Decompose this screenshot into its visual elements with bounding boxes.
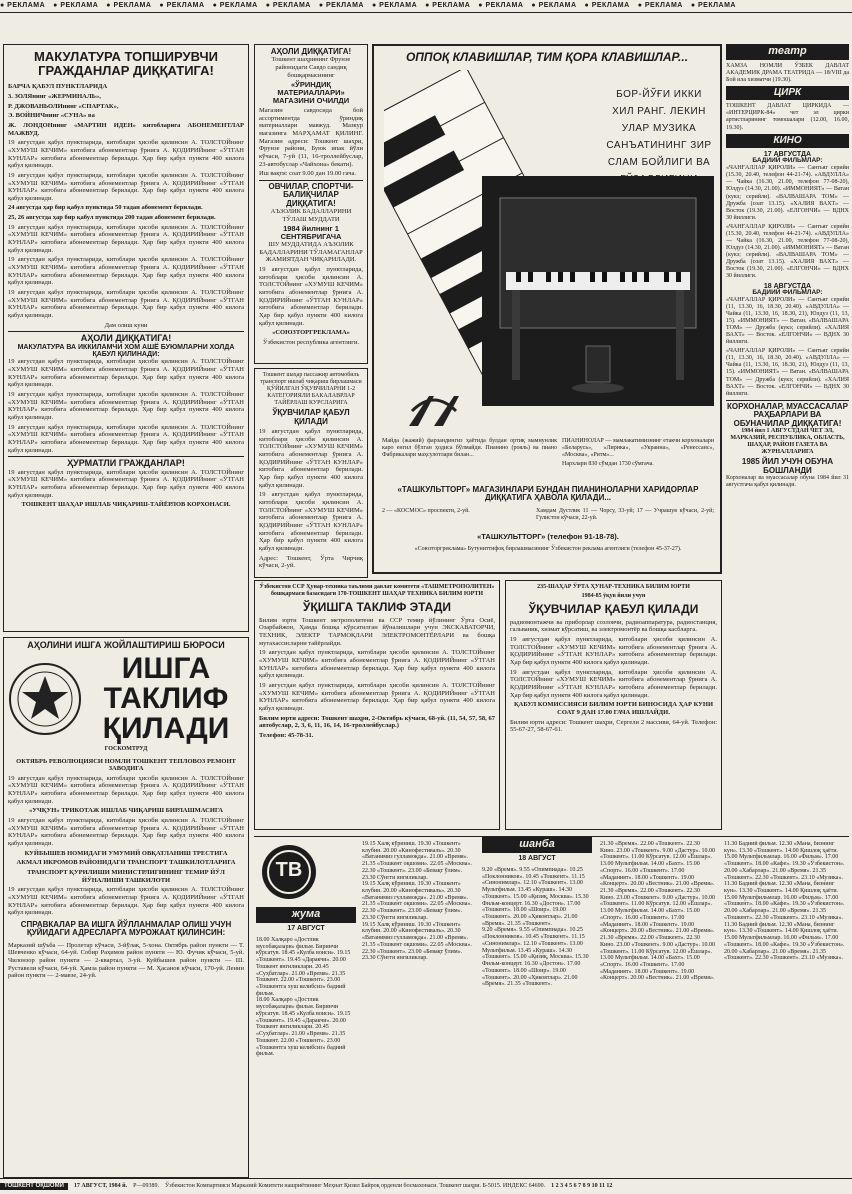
aholi-title: АҲОЛИ ДИҚҚАТИГА! (270, 47, 352, 56)
kino-day-text: «ЧАНҒАЛЛАР ҚИРОЛИ» — Сантьяг серийи (15.30, 20.40, телефон 44-21-74). «АВДУЛЛА» — Чайка (16.30, 21.00, телефон 77-08-20), Юлдуз (14.30, 21.00). «ИММОНИЯТ» — Ватан (кукэ; серийли). «ВАЛВАШАРА ТОМ» — Дружба (соат 13.15). «ХАЛИЯ ВАХТ» — Восток (19.30, 21.00). «ЕЛГОНЧИ» — ВДНХ 30 йиллиги. (726, 165, 849, 221)
piano-caption: Майда (жажий) фарзандингиз ҳаётида булдан ортиқ мамнунлик каро енгил бўлган ҳодиса бўлмайди. Пианино (рояль) ва пиано Фабрикалари маҳсулотлари билан... (382, 438, 557, 459)
uquvchilar-addr: Билим юрти адреси: Тошкент шаҳри, Сергели 2 массиви, 64-уй. Телефон: 55-67-27, 58-67-61. (510, 718, 717, 734)
tv-schedule: 11.30 Бадиий фильм. 12.30 «Мана, бизнинг кун». 13.30 «Тошкент». 14.00 Қишлоқ ҳаёти. 15.00 Мультфильмлар. 16.00 «Фильм». 17.00 «Тошкент». 18.00 «Кафе». 19.30 «Ўзбекистон». 20.00 «Хабарлар». 21.00 «Время». 21.35 «Тошкент». 22.30 «Тошкент». 23.10 «Музика». (724, 841, 845, 881)
piano-price: Нархлари 830 сўмдан 1730 сўмгача. (562, 461, 654, 468)
sirk-header: ЦИРК (726, 86, 849, 101)
obuna-year: 1985 ЙИЛ УЧУН ОБУНА БОШЛАНДИ (741, 457, 834, 475)
ishga-org: «УЧҚУН» ТРИКОТАЖ ИШЛАБ ЧИҚАРИШ БИРЛАШМАСИГА (28, 807, 223, 815)
banner-word: ● РЕКЛАМА (265, 1, 311, 9)
makulatura-section-title: ҲУРМАТЛИ ГРАЖДАНЛАР! (67, 458, 185, 469)
piano-photo (482, 176, 714, 406)
kino-day-text: «ЧАНҒАЛЛАР ҚИРОЛИ» — Сантьяг серийи (11, 13.30, 16, 18.30, 20.40). «АВДУЛЛА» — Чайка (11, 13.30, 16, 18.30, 21), Юлдуз (11, 13, 15). «ИММОНИЯТ» — Ватан. «ВАЛВАШАРА ТОМ» — Дружба (кукэ; серийли). «ХАЛИЯ ВАХТ» — Восток. «ЕЛГОНЧИ» — ВДНХ 30 йиллиги. (726, 296, 849, 346)
afisha-column (726, 44, 849, 834)
makulatura-body: 19 августдан қабул пунктларида, китоблари ҳисоби қилинсин А. ТОЛСТОЙнинг «ХУМУШ КЕЧИМ» китобига абонементлар ўрнига А. ҚОДИРИЙнинг «ЎТГАН КУНЛАР» китобига абонементлар берилади. Ҳар бир қабул пункти 400 килога қабул қилинади. (8, 139, 244, 170)
ovchilar-org2: Ўзбекистон республика агентлиги. (262, 339, 360, 346)
makulatura-list-item: Ж. ЛОНДОНнинг «МАРТИН ИДЕН» китобларига АБОНЕМЕНТЛАР МАЖВУД. (8, 121, 244, 137)
makulatura-hours: 24 августда ҳар бир қабул пунктида 50 тадан абонемент берилади. (8, 204, 203, 212)
piano-poem: БОР-ЙЎҒИ ИККИ ХИЛ РАНГ. ЛЕКИН УЛАР МУЗИКА САНЪАТИНИНГ ЗИР СЛАМ БОЙЛИГИ ВА (606, 89, 712, 168)
goskomtrud-logo (8, 662, 82, 736)
makulatura-section-title: АҲОЛИ ДИҚҚАТИГА! (80, 333, 172, 344)
uquvchilar-body: 19 августдан қабул пунктларида, китоблари ҳисоби қилинсин А. ТОЛСТОЙнинг «ХУМУШ КЕЧИМ» китобига абонементлар ўрнига А. ҚОДИРИЙнинг «ЎТГАН КУНЛАР» китобига абонементлар берилади. Ҳар бир қабул пункти 400 килога қабул қилинади. (510, 668, 717, 699)
paper-logo: ТОШКЕНТ ОҚШОМИ (0, 1183, 68, 1190)
ishga-addr-title: СПРАВКАЛАР ВА ИШГА ЙЎЛЛАНМАЛАР ОЛИШ УЧУН ҚУЙИДАГИ АДРЕСЛАРГА МУРОЖААТ ҚИЛИНСИН: (20, 919, 232, 938)
tv-schedule: 9.20 «Время». 9.55 «Олимпиада». 10.25 «Поклонников». 10.45 «Тошкент». 11.15 «Синонимлар». 12.10 «Тошкент». 13.00 Мультфильм. 13.45 «Кураш». 14.30 «Тошкент». 15.00 «Қизиқ, Москва». 15.30 Фильм-концерт. 16.30 «Достон». 17.00 «Тошкент». 18.00 «Шоир». 19.00 «Тошкент». 20.00 «Ҳикоятлар». 21.00 «Время». 21.35 «Тошкент». (482, 927, 589, 988)
banner-word: ● РЕКЛАМА (318, 1, 364, 9)
uqituvchi-ad (254, 368, 368, 578)
kino-day: 18 АВГУСТДА (763, 282, 812, 290)
obuna-text: 1984 йил 1 АВГУСТДАН ЧЕТ ЭЛ, МАРКАЗИЙ, РЕСПУБЛИКА, ОБЛАСТЬ, ШАҲАР, РАЙОН ГАЗЕТА ВА ЖУРНАЛЛАРИГА (730, 427, 845, 456)
makulatura-list-item: 3. ЗОЛЯнинг «ЖЕРМИНАЛЬ», (8, 92, 101, 100)
uqituv-text: Тошкент шаҳар пассажир автомобиль транспорт ишлаб чиқариш бирлашмаси ҚЎЙИЛГАН ЎҚУВЧИЛАРНИ 1-2 КАТЕГОРИЯЛИ БАКАЛАВРЛАР ТАЙЁРЛАШ КУРСЛАРИГА (260, 372, 362, 407)
uqituv-addr: Адрес: Тошкент, Ўрта Чирчиқ кўчаси, 2-уй. (259, 554, 363, 570)
goskomtrud-label: ГОСКОМТРУД (104, 746, 148, 753)
piano-addr: Хамдам Дустлик 11 — Чорсу, 33-уй; 17 — Учрашув кўчаси, 2-уй; Гулистон кўчаси, 22-уй. (536, 508, 714, 522)
tv-schedule: 21.30 «Время». 22.00 «Тошкент». 22.30 Кино. 23.00 «Тошкент». 9.00 «Дастур». 10.00 «Тошкент». 11.00 Кўрсатув. 12.00 «Ёшлар». 13.00 Мультфильм. 14.00 «Бахт». 15.00 «Спорт». 16.00 «Тошкент». 17.00 «Маданият». 18.00 «Тошкент». 19.00 «Концерт». 20.00 «Вестник». 21.00 «Время». (600, 935, 715, 982)
banner-word: ● РЕКЛАМА (584, 1, 630, 9)
ovchilar-text: ШУ МУДДАТИДА АЪЗОЛИК БАДАЛЛАРИНИ ТЎЛАМАГАНЛАР ЖАМИЯТДАН ЧИҚАРИЛАДИ. (259, 241, 363, 264)
tv-logo (260, 843, 318, 901)
reklama-banner (0, 0, 852, 13)
banner-word: ● РЕКЛАМА (478, 1, 524, 9)
teatr-header: театр (726, 44, 849, 60)
uquvchilar-commission: ҚАБУЛ КОМИССИЯСИ БИЛИМ ЮРТИ БИНОСИДА ҲАР КУНИ СОАТ 9 ДАН 17.00 ГАЧА ИШЛАЙДИ. (513, 701, 714, 716)
banner-word: ● РЕКЛАМА (0, 1, 46, 9)
makulatura-list-item: Э. ВОЙНИЧнинг «СУНА» ва (8, 112, 95, 120)
obuna-title: КОРХОНАЛАР, МУАССАСАЛАР РАҲБАРЛАРИ ВА ОБУНАЧИЛАР ДИҚҚАТИГА! (727, 401, 848, 428)
kino-day: 17 АВГУСТДА (763, 151, 812, 159)
piano-shops: «ТАШКУЛЬТТОРГ» МАГАЗИНЛАРИ БУНДАН ПИАНИНОЛАРНИ ХАРИДОРЛАР ДИҚҚАТИГА ҲАВОЛА ҚИЛАДИ... (397, 485, 699, 503)
banner-word: ● РЕКЛАМА (637, 1, 683, 9)
kino-day-text: «ЧАНҒАЛЛАР ҚИРОЛИ» — Сантьяг серийи (15.30, 20.40, телефон 44-21-74). «АВДУЛЛА» — Чайка (16.30, 21.00, телефон 77-08-20), Юлдуз (14.30, 21.00). «ИММОНИЯТ» — Ватан (кукэ; серийли). «ВАЛВАШАРА ТОМ» — Дружба (соат 13.15). «ХАЛИЯ ВАХТ» — Восток (19.30, 21.00). «ЕЛГОНЧИ» — ВДНХ 30 йиллиги. (726, 223, 849, 280)
uqituv-body: 19 августдан қабул пунктларида, китоблари ҳисоби қилинсин А. ТОЛСТОЙнинг «ХУМУШ КЕЧИМ» китобига абонементлар ўрнига А. ҚОДИРИЙнинг «ЎТГАН КУНЛАР» китобига абонементлар берилади. Ҳар бир қабул пункти 400 килога қабул қилинади. (259, 491, 363, 553)
banner-word: ● РЕКЛАМА (371, 1, 418, 9)
makulatura-hours: 25, 26 августда ҳар бир қабул пунктида 200 тадан абонемент берилади. (8, 214, 216, 222)
ishga-addresses: Марказий шўъба — Пролетар кўчаси, 3-йўлак, 5-хона. Октябрь район пункти — Т. Шевченко кўчаси, 64-уй. Собир Раҳимов район пункти — Ю. Фучик кўчаси, 5-уй. Чилонзор район пункти — 2-квартал, 3-уй. Куйбышев район пункти — Ш. Руставели кўчаси, 64-уй. Ҳамза район пункти — М. Ҳасанов кўчаси, 170-уй. Ленин район пункти — 2-мавзе, 24-уй. (8, 941, 244, 980)
uqituv-body: 19 августдан қабул пунктларида, китоблари ҳисоби қилинсин А. ТОЛСТОЙнинг «ХУМУШ КЕЧИМ» китобига абонементлар ўрнига А. ҚОДИРИЙнинг «ЎТГАН КУНЛАР» китобига абонементлар берилади. Ҳар бир қабул пункти 400 килога қабул қилинади. (259, 428, 363, 489)
uqishga-addr: Билим юрти адреси: Тошкент шаҳри, 2-Октябрь кўчаси, 68-уй. (11, 54, 57, 58, 67 автобуслар, 2, 3, 6, 11, 16, 14, 16-троллейбуслар.) (259, 714, 495, 730)
piano-phone: «ТАШКУЛЬТТОРГ» (телефон 91-18-78). (477, 532, 619, 541)
banner-word: ● РЕКЛАМА (159, 1, 205, 9)
uqishga-head: Ўзбекистон ССР Ҳунар-техника таълими давлат комитети «ТАШМЕТРОПОЛИТЕН» бошқармаси базасидаги 170-ТОШКЕНТ ШАҲАР ТЕХНИКА БИЛИМ ЮРТИ (259, 584, 495, 598)
makulatura-body: 19 августдан қабул пунктларида, китоблари ҳисоби қилинсин А. ТОЛСТОЙнинг «ХУМУШ КЕЧИМ» китобига абонементлар ўрнига А. ҚОДИРИЙнинг «ЎТГАН КУНЛАР» китобига абонементлар берилади. Ҳар бир қабул пункти 400 килога қабул қилинади. (8, 468, 244, 499)
uquvchilar-qabul-ad (505, 580, 722, 830)
aholi-diqqatiga-ad (254, 44, 368, 364)
tv-schedule: 11.30 Бадиий фильм. 12.30 «Мана, бизнинг кун». 13.30 «Тошкент». 14.00 Қишлоқ ҳаёти. 15.00 Мультфильмлар. 16.00 «Фильм». 17.00 «Тошкент». 18.00 «Кафе». 19.30 «Ўзбекистон». 20.00 «Хабарлар». 21.00 «Время». 21.35 «Тошкент». 22.30 «Тошкент». 23.10 «Музика». (724, 881, 845, 921)
tv-schedule: 18.00 Халқаро «Достлик мусобақалари» фильм. Биринчи кўрсатув. 18.45 «Кулба воиси». 19.15 «Тошкент». 19.45 «Даракчи». 20.00 Тошкент янгиликлари. 20.45 «Суҳбатлар». 21.00 «Время». 21.35 Тошкент. 22.00 «Тошкент». 23.00 «Тошкентга хуш келибсиз» бадиий фильм. (256, 937, 351, 997)
ovchilar-title: ОВЧИЛАР, СПОРТЧИ-БАЛИҚЧИЛАР ДИҚҚАТИГА! (268, 181, 354, 208)
tv-date: 18 АВГУСТ (518, 855, 556, 862)
kino-day-sub: БАДИИЙ ФИЛЬМЛАР: (752, 157, 823, 165)
aholi-text: Магазин савдосида бой ассортиментда ўриндиқ материаллари мавжуд. Мазкур магазинга МАРҲАМАТ ҚИЛИНГ. Магазин адреси: Тошкент шаҳри, Фрунзе райони, Буюк ипак йўли кўчаси, 7-уй (11, 16-троллейбуслар, 23-автобуслар «Чайхона» бекати). (259, 106, 363, 168)
banner-word: ● РЕКЛАМА (106, 1, 152, 9)
ovchilar-date: 1984 йилнинг 1 СЕНТЯБРИГАЧА (280, 224, 342, 242)
banner-word: ● РЕКЛАМА (690, 1, 736, 9)
tv-schedule: 21.30 «Время». 22.00 «Тошкент». 22.30 Кино. 23.00 «Тошкент». 9.00 «Дастур». 10.00 «Тошкент». 11.00 Кўрсатув. 12.00 «Ёшлар». 13.00 Мультфильм. 14.00 «Бахт». 15.00 «Спорт». 16.00 «Тошкент». 17.00 «Маданият». 18.00 «Тошкент». 19.00 «Концерт». 20.00 «Вестник». 21.00 «Время». (600, 888, 715, 935)
uqishga-body: Билим юрти Тошкент метрополитени ва ССР темир йўлининг Ўрта Осиё, Озарбайжон, Ҳамда бошқа кўрсатилган йўналишлари учун ЭКСКАВАТОРЧИ, ТЕХНИК, ЭЛЕКТР ТАРМОҚЛАРИ ЭЛЕКТРОМОНТЁРЛАРИ ва бошқа мутахассисларни тайёрлайди. (259, 616, 495, 647)
piano-ad (372, 44, 722, 574)
piano-logo (404, 391, 464, 431)
kino-day-text: «ЧАНҒАЛЛАР ҚИРОЛИ» — Сантьяг серийи (11, 13.30, 16, 18.30, 20.40). «АВДУЛЛА» — Чайка (11, 13.30, 16, 18.30, 21), Юлдуз (11, 13, 15). «ИММОНИЯТ» — Ватан. «ВАЛВАШАРА ТОМ» — Дружба (кукэ; серийли). «ХАЛИЯ ВАХТ» — Восток. «ЕЛГОНЧИ» — ВДНХ 30 йиллиги. (726, 348, 849, 397)
ovchilar-body: 19 августдан қабул пунктларида, китоблари ҳисоби қилинсин А. ТОЛСТОЙнинг «ХУМУШ КЕЧИМ» китобига абонементлар ўрнига А. ҚОДИРИЙнинг «ЎТГАН КУНЛАР» китобига абонементлар берилади. Ҳар бир қабул пункти 400 килога қабул қилинади. (259, 266, 363, 327)
footer-date: 17 АВГУСТ, 1984 й. (73, 1182, 128, 1189)
uquvchilar-year: 1984-85 ўқув йили учун (581, 593, 646, 600)
makulatura-note: Дам олиш куни (104, 321, 148, 329)
uqishga-body: 19 августдан қабул пунктларида, китоблари ҳисоби қилинсин А. ТОЛСТОЙнинг «ХУМУШ КЕЧИМ» китобига абонементлар ўрнига А. ҚОДИРИЙнинг «ЎТГАН КУНЛАР» китобига абонементлар берилади. Ҳар бир қабул пункти 400 килога қабул қилинади. (259, 682, 495, 712)
banner-word: ● РЕКЛАМА (212, 1, 258, 9)
banner-word: ● РЕКЛАМА (53, 1, 99, 9)
tv-schedule: 19.15 Халқ кўриниш. 19.30 «Тошкент» клубин. 20.00 «Кинофестиваль». 20.30 «Ватанимиз гулламоқда». 21.00 «Время». 21.35 «Тошкент оқшоми». 22.05 «Москва». 22.30 «Тошкент». 23.00 «Бевақт ўлим». 23.30 Сўнгги янгиликлар. (362, 881, 472, 921)
uqishga-body: 19 августдан қабул пунктларида, китоблари ҳисоби қилинсин А. ТОЛСТОЙнинг «ХУМУШ КЕЧИМ» китобига абонементлар ўрнига А. ҚОДИРИЙнинг «ЎТГАН КУНЛАР» китобига абонементлар берилади. Ҳар бир қабул пункти 400 килога қабул қилинади. (259, 649, 495, 680)
aholi-hours: Иш вақти: соат 9.00 дан 19.00 гача. (259, 170, 357, 178)
makulatura-footer: ТОШКЕНТ ШАҲАР ИШЛАБ ЧИҚАРИШ-ТАЙЁРЛОВ КОРХОНАСИ. (21, 501, 231, 509)
makulatura-title: МАКУЛАТУРА ТОПШИРУВЧИ ГРАЖДАНЛАР ДИҚҚАТИГА! (34, 49, 218, 78)
ishga-taklif-ad (3, 637, 249, 1178)
uqituv-title: ЎҚУВЧИЛАР ҚАБУЛ ҚИЛАДИ (272, 408, 350, 426)
teatr-text: ХАМЗА НОМЛИ ЎЗБЕК ДАВЛАТ АКАДЕМИК ДРАМА ТЕАТРИДА — 18/VIII да Бой ила хизматчи (19.30). (726, 62, 849, 83)
ishga-body: 19 августдан қабул пунктларида, китоблари ҳисоби қилинсин А. ТОЛСТОЙнинг «ХУМУШ КЕЧИМ» китобига абонементлар ўрнига А. ҚОДИРИЙнинг «ЎТГАН КУНЛАР» китобига абонементлар берилади. Ҳар бир қабул пункти 400 килога қабул қилинади. (8, 817, 244, 848)
kino-day-sub: БАДИИЙ ФИЛЬМЛАР: (752, 288, 823, 296)
ishga-body: 19 августдан қабул пунктларида, китоблари ҳисоби қилинсин А. ТОЛСТОЙнинг «ХУМУШ КЕЧИМ» китобига абонементлар ўрнига А. ҚОДИРИЙнинг «ЎТГАН КУНЛАР» китобига абонементлар берилади. Ҳар бир қабул пункти 400 килога қабул қилинади. (8, 886, 244, 917)
piano-title: ОППОҚ КЛАВИШЛАР, ТИМ ҚОРА КЛАВИШЛАР... (405, 50, 689, 64)
makulatura-body: 19 августдан қабул пунктларида, китоблари ҳисоби қилинсин А. ТОЛСТОЙнинг «ХУМУШ КЕЧИМ» китобига абонементлар ўрнига А. ҚОДИРИЙнинг «ЎТГАН КУНЛАР» китобига абонементлар берилади. Ҳар бир қабул пункти 400 килога қабул қилинади. (8, 223, 244, 254)
footer-pages: 1 2 3 4 5 6 7 8 9 10 11 12 (551, 1182, 613, 1189)
sirk-text: ТОШКЕНТ ДАВЛАТ ЦИРКИДА — «ИНТЕРЦИРК-84» чет эл цирки артистларининг томошалари (12.00, 16.00, 19.30). (726, 103, 849, 131)
piano-brands: ПИАНИНОЛАР — мамлакатимизнинг етакчи корхоналари «Беларусь», «Лирика», «Украина», «Ренессанс», «Москва», «Ритм»... (562, 438, 714, 459)
makulatura-body: 19 августдан қабул пунктларида, китоблари ҳисоби қилинсин А. ТОЛСТОЙнинг «ХУМУШ КЕЧИМ» китобига абонементлар ўрнига А. ҚОДИРИЙнинг «ЎТГАН КУНЛАР» китобига абонементлар берилади. Ҳар бир қабул пункти 400 килога қабул қилинади. (8, 256, 244, 287)
makulatura-section-sub: МАКУЛАТУРА ВА ИККИЛАМЧИ ХОМ АШЁ БУЮМЛАРНИ ХОЛДА ҚАБУЛ ҚИЛИНАДИ: (17, 343, 235, 359)
ishga-body: 19 августдан қабул пунктларида, китоблари ҳисоби қилинсин А. ТОЛСТОЙнинг «ХУМУШ КЕЧИМ» китобига абонементлар ўрнига А. ҚОДИРИЙнинг «ЎТГАН КУНЛАР» китобига абонементлар берилади. Ҳар бир қабул пункти 400 килога қабул қилинади. (8, 774, 244, 805)
makulatura-ad (3, 44, 249, 632)
tv-schedule: 9.20 «Время». 9.55 «Олимпиада». 10.25 «Поклонников». 10.45 «Тошкент». 11.15 «Синонимлар». 12.10 «Тошкент». 13.00 Мультфильм. 13.45 «Кураш». 14.30 «Тошкент». 15.00 «Қизиқ, Москва». 15.30 Фильм-концерт. 16.30 «Достон». 17.00 «Тошкент». 18.00 «Шоир». 19.00 «Тошкент». 20.00 «Ҳикоятлар». 21.00 «Время». 21.35 «Тошкент». (482, 867, 589, 927)
uqishga-taklif-ad (254, 580, 500, 830)
tv-logo-text: ТВ (275, 859, 303, 881)
uquvchilar-head: 235-ШАҲАР ЎРТА ҲУНАР-ТЕХНИКА БИЛИМ ЮРТИ (537, 584, 690, 590)
tv-schedule: 11.30 Бадиий фильм. 12.30 «Мана, бизнинг кун». 13.30 «Тошкент». 14.00 Қишлоқ ҳаёти. 15.00 Мультфильмлар. 16.00 «Фильм». 17.00 «Тошкент». 18.00 «Кафе». 19.30 «Ўзбекистон». 20.00 «Хабарлар». 21.00 «Время». 21.35 «Тошкент». 22.30 «Тошкент». 23.10 «Музика». (724, 921, 845, 962)
page-footer (0, 1178, 852, 1194)
ishga-org: ТРАНСПОРТ ҚУРИЛИШИ МИНИСТРЛИГИНИНГ ТЕМИР ЙЎЛ ЙЎНАЛИШИ ТАШКИЛОТИ (27, 869, 225, 884)
uquvchilar-body: радиомонтажчи ва приборлар созловчи, радиоаппаратура, радиостанция, гальваник, хизмат кўрсатиш, ва электромонтёр ва бошқа касбларга. (510, 618, 717, 634)
kino-header: КИНО (726, 134, 849, 149)
banner-word: ● РЕКЛАМА (425, 1, 471, 9)
footer-text: Ўзбекистон Компартияси Марказий Комитети нашриётининг Меҳнат Қизил Байроқ орденли босмахонаси. Тошкент шаҳри. Б-5015. ИНДЕКС 64690. (164, 1182, 546, 1189)
ishga-org: АКМАЛ ИКРОМОВ РАЙОНИДАГИ ТРАНСПОРТ ТАШКИЛОТЛАРИГА (16, 859, 236, 867)
banner-word: ● РЕКЛАМА (531, 1, 577, 9)
makulatura-intro: БАРЧА ҚАБУЛ ПУНКТЛАРИДА (8, 83, 108, 91)
obuna-note: Корхоналар ва муассасалар обуна 1984 йил 31 августгача қабул қилинади. (726, 475, 849, 489)
footer-code: Р—09389. (133, 1182, 159, 1189)
uquvchilar-title: ЎҚУВЧИЛАР ҚАБУЛ ҚИЛАДИ (528, 602, 699, 617)
tv-schedule: 19.15 Халқ кўриниш. 19.30 «Тошкент» клубин. 20.00 «Кинофестиваль». 20.30 «Ватанимиз гулламоқда». 21.00 «Время». 21.35 «Тошкент оқшоми». 22.05 «Москва». 22.30 «Тошкент». 23.00 «Бевақт ўлим». 23.30 Сўнгги янгиликлар. (362, 921, 472, 962)
tv-day-header: шанба (482, 837, 592, 853)
ishga-org: КУЙБЫШЕВ НОМИДАГИ УМУМИЙ ОВҚАТЛАНИШ ТРЕСТИГА (24, 849, 228, 857)
tv-schedule: 19.15 Халқ кўриниш. 19.30 «Тошкент» клубин. 20.00 «Кинофестиваль». 20.30 «Ватанимиз гулламоқда». 21.00 «Время». 21.35 «Тошкент оқшоми». 22.05 «Москва». 22.30 «Тошкент». 23.00 «Бевақт ўлим». 23.30 Сўнгги янгиликлар. (362, 841, 472, 881)
ovchilar-org: «СОЮЗТОРГРЕКЛАМА» (272, 329, 350, 337)
ovchilar-sub: АЪЗОЛИК БАДАЛЛАРИНИ ТЎЛАШ МУДДАТИ (270, 208, 352, 223)
makulatura-body: 19 августдан қабул пунктларида, китоблари ҳисоби қилинсин А. ТОЛСТОЙнинг «ХУМУШ КЕЧИМ» китобига абонементлар ўрнига А. ҚОДИРИЙнинг «ЎТГАН КУНЛАР» китобига абонементлар берилади. Ҳар бир қабул пункти 400 килога қабул қилинади. (8, 391, 244, 422)
uqishga-phone: Телефон: 45-78-31. (259, 731, 314, 739)
makulatura-body: 19 августдан қабул пунктларида, китоблари ҳисоби қилинсин А. ТОЛСТОЙнинг «ХУМУШ КЕЧИМ» китобига абонементлар ўрнига А. ҚОДИРИЙнинг «ЎТГАН КУНЛАР» китобига абонементлар берилади. Ҳар бир қабул пункти 400 килога қабул қилинади. (8, 171, 244, 202)
piano-agency: «Союзторгреклама» Бутуниттифоқ бирлашмасининг Ўзбекистон реклама агентлиги (телефон 45-37-27). (414, 546, 682, 552)
ishga-org: ОКТЯБРЬ РЕВОЛЮЦИЯСИ НОМЛИ ТОШКЕНТ ТЕПЛОВОЗ РЕМОНТ ЗАВОДИГА (16, 757, 236, 773)
makulatura-list-item: Р. ДЖОВАНЬОЛИнинг «СПАРТАК», (8, 102, 119, 110)
ishga-top-title: АҲОЛИНИ ИШГА ЖОЙЛАШТИРИШ БЮРОСИ (27, 640, 225, 650)
uqishga-title: ЎҚИШГА ТАКЛИФ ЭТАДИ (302, 600, 452, 615)
tv-schedule: 18.00 Халқаро «Достлик мусобақалари» фильм. Биринчи кўрсатув. 18.45 «Кулба воиси». 19.15 «Тошкент». 19.45 «Даракчи». 20.00 Тошкент янгиликлари. 20.45 «Суҳбатлар». 21.00 «Время». 21.35 Тошкент. 22.00 «Тошкент». 23.00 «Тошкентга хуш келибсиз» бадиий фильм. (256, 997, 351, 1058)
makulatura-body: 19 августдан қабул пунктларида, китоблари ҳисоби қилинсин А. ТОЛСТОЙнинг «ХУМУШ КЕЧИМ» китобига абонементлар ўрнига А. ҚОДИРИЙнинг «ЎТГАН КУНЛАР» китобига абонементлар берилади. Ҳар бир қабул пункти 400 килога қабул қилинади. (8, 358, 244, 389)
piano-addr: 2 — «КОСМОС» проспекти, 2-уй. (382, 508, 470, 514)
aholi-shop: «ЎРИНДИҚ МАТЕРИАЛЛАРИ» МАГАЗИНИ ОЧИЛДИ (272, 80, 350, 106)
aholi-sub: Тошкент шаҳрининг Фрунзе районидаги Савдо сандиқ бошқармасининг (271, 56, 351, 79)
tv-date: 17 АВГУСТ (287, 925, 325, 932)
tv-schedule: 21.30 «Время». 22.00 «Тошкент». 22.30 Кино. 23.00 «Тошкент». 9.00 «Дастур». 10.00 «Тошкент». 11.00 Кўрсатув. 12.00 «Ёшлар». 13.00 Мультфильм. 14.00 «Бахт». 15.00 «Спорт». 16.00 «Тошкент». 17.00 «Маданият». 18.00 «Тошкент». 19.00 «Концерт». 20.00 «Вестник». 21.00 «Время». (600, 841, 715, 888)
tv-program (254, 836, 849, 1177)
uquvchilar-body: 19 августдан қабул пунктларида, китоблари ҳисоби қилинсин А. ТОЛСТОЙнинг «ХУМУШ КЕЧИМ» китобига абонементлар ўрнига А. ҚОДИРИЙнинг «ЎТГАН КУНЛАР» китобига абонементлар берилади. Ҳар бир қабул пункти 400 килога қабул қилинади. (510, 636, 717, 667)
makulatura-body: 19 августдан қабул пунктларида, китоблари ҳисоби қилинсин А. ТОЛСТОЙнинг «ХУМУШ КЕЧИМ» китобига абонементлар ўрнига А. ҚОДИРИЙнинг «ЎТГАН КУНЛАР» китобига абонементлар берилади. Ҳар бир қабул пункти 400 килога қабул қилинади. (8, 423, 244, 454)
ishga-title: ИШГА ТАКЛИФ ҚИЛАДИ (102, 652, 230, 746)
makulatura-body: 19 августдан қабул пунктларида, китоблари ҳисоби қилинсин А. ТОЛСТОЙнинг «ХУМУШ КЕЧИМ» китобига абонементлар ўрнига А. ҚОДИРИЙнинг «ЎТГАН КУНЛАР» китобига абонементлар берилади. Ҳар бир қабул пункти 400 килога қабул қилинади. (8, 289, 244, 319)
tv-day-header: жума (256, 907, 356, 923)
